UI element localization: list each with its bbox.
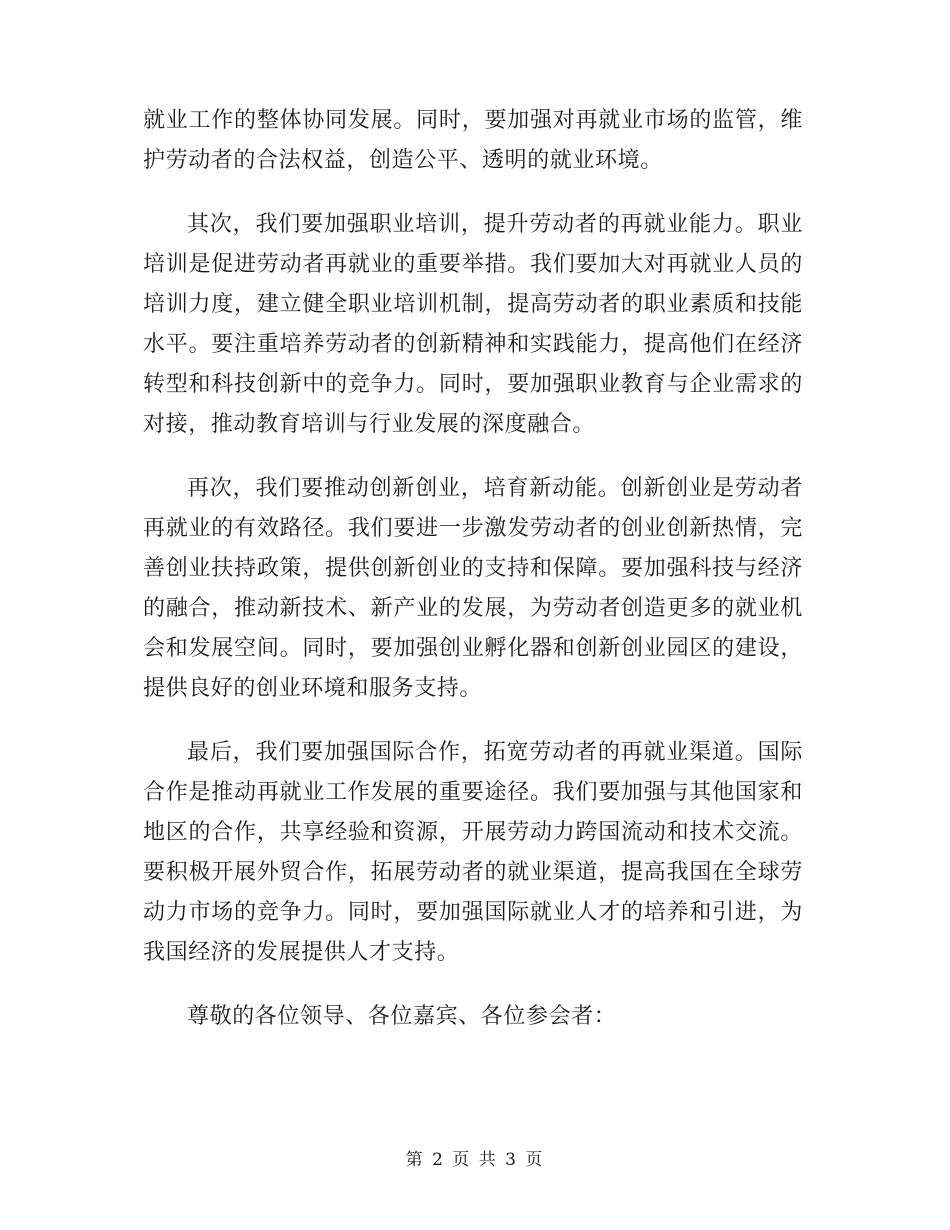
- paragraph-international-cooperation: 最后，我们要加强国际合作，拓宽劳动者的再就业渠道。国际合作是推动再就业工作发展的重要途径。我们要加强与其他国家和地区的合作，共享经验和资源，开展劳动力跨国流动和技术交流。要积极开展外贸合作，拓展劳动者的就业渠道，提高我国在全球劳动力市场的竞争力。同时，要加强国际就业人才的培养和引进，为我国经济的发展提供人才支持。: [143, 740, 803, 965]
- paragraph-continuation: 就业工作的整体协同发展。同时，要加强对再就业市场的监管，维护劳动者的合法权益，创造公平、透明的就业环境。: [143, 108, 803, 173]
- paragraph-vocational-training: 其次，我们要加强职业培训，提升劳动者的再就业能力。职业培训是促进劳动者再就业的重要举措。我们要加大对再就业人员的培训力度，建立健全职业培训机制，提高劳动者的职业素质和技能水平。要注重培养劳动者的创新精神和实践能力，提高他们在经济转型和科技创新中的竞争力。同时，要加强职业教育与企业需求的对接，推动教育培训与行业发展的深度融合。: [143, 212, 803, 437]
- paragraph-innovation-entrepreneurship: 再次，我们要推动创新创业，培育新动能。创新创业是劳动者再就业的有效路径。我们要进一步激发劳动者的创业创新热情，完善创业扶持政策，提供创新创业的支持和保障。要加强科技与经济的融合，推动新技术、新产业的发展，为劳动者创造更多的就业机会和发展空间。同时，要加强创业孵化器和创新创业园区的建设，提供良好的创业环境和服务支持。: [143, 476, 803, 701]
- document-body: [143, 101, 803, 1037]
- page-number-footer: 第 2 页 共 3 页: [405, 1150, 545, 1170]
- paragraph-salutation: 尊敬的各位领导、各位嘉宾、各位参会者：: [187, 1004, 617, 1029]
